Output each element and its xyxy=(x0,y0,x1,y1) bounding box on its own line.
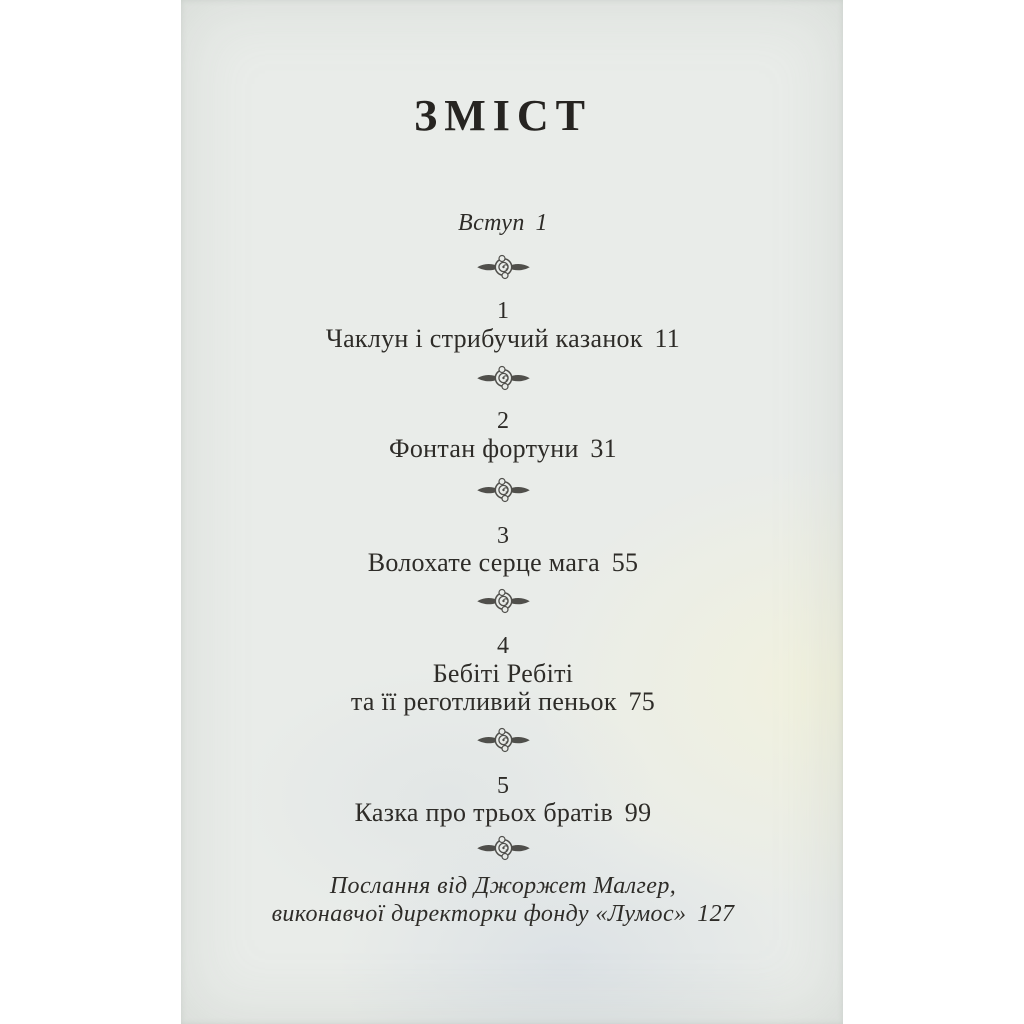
afterword-line2 xyxy=(172,901,834,928)
chapter-title-text: Волохате серце мага xyxy=(367,548,601,577)
rose-ornament-icon xyxy=(172,254,834,280)
intro-label: Вступ xyxy=(458,210,525,236)
chapter-page-number: 11 xyxy=(654,324,681,353)
rose-ornament-icon xyxy=(172,727,834,753)
chapter-entry-line2 xyxy=(172,687,834,717)
afterword-page-number: 127 xyxy=(697,901,735,927)
rose-ornament-icon xyxy=(172,365,834,391)
chapter-page-number: 75 xyxy=(628,687,656,716)
intro-entry xyxy=(172,210,834,237)
chapter-number: 5 xyxy=(497,773,509,799)
chapter-page-number: 99 xyxy=(624,798,652,827)
afterword-line2-text: виконавчої директорки фонду «Лумос» xyxy=(271,901,687,927)
chapter-number: 2 xyxy=(497,408,509,434)
chapter-number: 4 xyxy=(497,633,509,659)
chapter-number: 3 xyxy=(497,523,509,549)
chapter-entry xyxy=(172,434,834,464)
afterword-line1: Послання від Джоржет Малгер, xyxy=(329,873,677,899)
chapter-entry xyxy=(172,798,834,828)
chapter-entry xyxy=(172,659,834,689)
chapter-title-text: та її реготливий пеньок xyxy=(350,687,617,716)
book-page xyxy=(181,0,843,1024)
chapter-page-number: 55 xyxy=(611,548,639,577)
rose-ornament-icon xyxy=(172,477,834,503)
chapter-page-number: 31 xyxy=(590,434,617,463)
chapter-number: 1 xyxy=(497,298,509,324)
chapter-entry xyxy=(172,324,834,354)
rose-ornament-icon xyxy=(172,588,834,614)
rose-ornament-icon xyxy=(172,835,834,861)
chapter-title-text: Казка про трьох братів xyxy=(354,798,614,827)
intro-page-number: 1 xyxy=(535,210,548,236)
chapter-title-text: Фонтан фортуни xyxy=(389,434,579,463)
chapter-entry xyxy=(172,548,834,578)
page-title: ЗМІСТ xyxy=(414,91,592,140)
chapter-title-text: Бебіті Ребіті xyxy=(432,659,574,688)
chapter-title-text: Чаклун і стрибучий казанок xyxy=(325,324,643,353)
